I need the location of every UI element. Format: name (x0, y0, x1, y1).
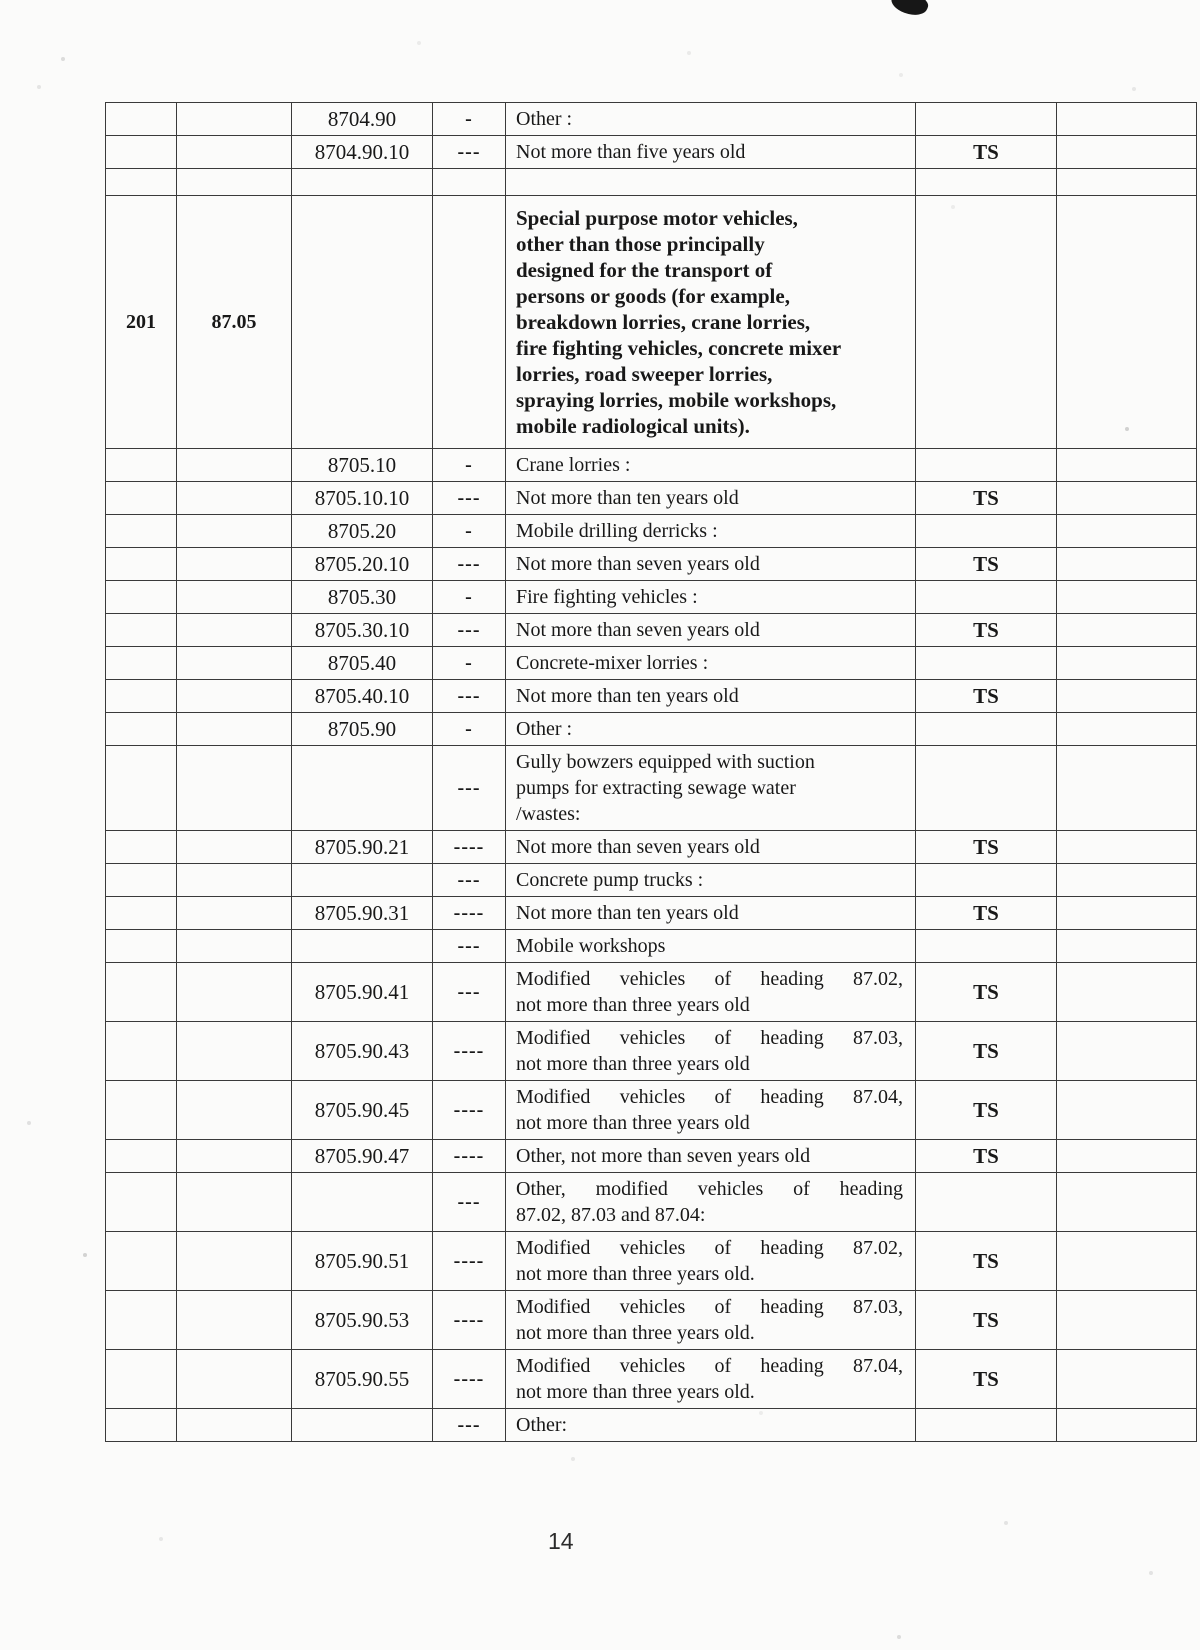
cell-dash-level: --- (433, 963, 506, 1022)
description-line: not more than three years old (516, 1112, 750, 1134)
cell-ts-marker (916, 647, 1057, 680)
cell-serial-number (106, 581, 177, 614)
table-row (106, 746, 1197, 831)
cell-serial-number (106, 930, 177, 963)
cell-serial-number (106, 1291, 177, 1350)
cell-heading-number (177, 746, 292, 831)
cell-heading-number (177, 136, 292, 169)
cell-heading-number (177, 864, 292, 897)
cell-dash-level: ---- (433, 1022, 506, 1081)
cell-hs-code: 8705.90.51 (292, 1232, 433, 1291)
cell-serial-number (106, 614, 177, 647)
cell-extra (1057, 864, 1197, 897)
cell-serial-number (106, 1022, 177, 1081)
cell-heading-number (177, 1291, 292, 1350)
cell-hs-code: 8705.90.31 (292, 897, 433, 930)
cell-serial-number (106, 1232, 177, 1291)
cell-ts-marker: TS (916, 1350, 1057, 1409)
cell-description: Fire fighting vehicles : (506, 581, 916, 614)
tariff-table-body (106, 103, 1197, 1442)
cell-ts-marker (916, 930, 1057, 963)
heading-row (106, 196, 1197, 449)
description-line: not more than three years old. (516, 1263, 755, 1285)
cell-heading-number (177, 963, 292, 1022)
cell-ts-marker: TS (916, 482, 1057, 515)
cell-heading-number (177, 1022, 292, 1081)
cell-ts-marker: TS (916, 1232, 1057, 1291)
cell-extra (1057, 449, 1197, 482)
cell-description: Other: (506, 1409, 916, 1442)
description-line: Other, modified vehicles of heading (516, 1178, 903, 1200)
cell-description: Mobile workshops (506, 930, 916, 963)
cell-serial-number (106, 136, 177, 169)
cell-hs-code: 8705.90 (292, 713, 433, 746)
description-line: breakdown lorries, crane lorries, (516, 310, 811, 334)
cell-hs-code: 8705.20 (292, 515, 433, 548)
cell-dash-level: ---- (433, 1291, 506, 1350)
description-line: other than those principally (516, 232, 765, 256)
cell-dash-level: ---- (433, 1081, 506, 1140)
cell-serial-number (106, 548, 177, 581)
cell-ts-marker (916, 103, 1057, 136)
cell-serial-number (106, 515, 177, 548)
cell-hs-code (292, 746, 433, 831)
cell-serial-number (106, 1409, 177, 1442)
scan-noise-specks (0, 0, 2, 2)
cell-ts-marker (916, 746, 1057, 831)
cell-description: Concrete pump trucks : (506, 864, 916, 897)
description-line: Modified vehicles of heading 87.03, (516, 1027, 903, 1049)
cell-extra (1057, 515, 1197, 548)
cell-ts-marker: TS (916, 1140, 1057, 1173)
cell-extra (1057, 746, 1197, 831)
table-row (106, 864, 1197, 897)
cell-heading-number: 87.05 (177, 196, 292, 449)
cell-serial-number (106, 680, 177, 713)
table-row (106, 680, 1197, 713)
cell-extra (1057, 482, 1197, 515)
description-line: Modified vehicles of heading 87.02, (516, 1237, 903, 1259)
cell-serial-number (106, 713, 177, 746)
description-line: not more than three years old (516, 1053, 750, 1075)
cell-dash-level: ---- (433, 1350, 506, 1409)
cell-ts-marker (916, 1409, 1057, 1442)
cell-dash-level: - (433, 647, 506, 680)
cell-ts-marker (916, 449, 1057, 482)
cell-description (506, 196, 916, 449)
cell-heading-number (177, 482, 292, 515)
cell-hs-code: 8704.90.10 (292, 136, 433, 169)
description-line: Modified vehicles of heading 87.02, (516, 968, 903, 990)
table-row (106, 614, 1197, 647)
cell-dash-level: --- (433, 1173, 506, 1232)
cell-heading-number (177, 1350, 292, 1409)
cell-serial-number (106, 1140, 177, 1173)
tariff-table (105, 102, 1197, 1442)
description-line: designed for the transport of (516, 258, 773, 282)
cell-extra (1057, 1350, 1197, 1409)
cell-heading-number (177, 548, 292, 581)
description-line: pumps for extracting sewage water (516, 777, 796, 799)
cell-description: Other : (506, 713, 916, 746)
cell-dash-level: - (433, 581, 506, 614)
cell-extra (1057, 713, 1197, 746)
cell-ts-marker (916, 196, 1057, 449)
cell-serial-number (106, 647, 177, 680)
table-row (106, 1409, 1197, 1442)
cell-heading-number (177, 897, 292, 930)
cell-extra (1057, 1140, 1197, 1173)
table-row (106, 963, 1197, 1022)
cell-heading-number (177, 1140, 292, 1173)
cell-description (506, 1291, 916, 1350)
cell-hs-code (292, 169, 433, 196)
table-row (106, 1291, 1197, 1350)
cell-dash-level: - (433, 515, 506, 548)
cell-extra (1057, 1232, 1197, 1291)
cell-ts-marker: TS (916, 897, 1057, 930)
cell-dash-level: - (433, 449, 506, 482)
description-line: Modified vehicles of heading 87.04, (516, 1086, 903, 1108)
table-row (106, 103, 1197, 136)
cell-extra (1057, 930, 1197, 963)
cell-ts-marker: TS (916, 548, 1057, 581)
cell-serial-number (106, 1173, 177, 1232)
table-row (106, 449, 1197, 482)
description-line: Special purpose motor vehicles, (516, 206, 798, 230)
cell-serial-number (106, 897, 177, 930)
cell-heading-number (177, 647, 292, 680)
cell-extra (1057, 196, 1197, 449)
cell-hs-code: 8705.30.10 (292, 614, 433, 647)
cell-hs-code (292, 1173, 433, 1232)
cell-description: Not more than ten years old (506, 680, 916, 713)
cell-heading-number (177, 614, 292, 647)
cell-ts-marker: TS (916, 963, 1057, 1022)
cell-serial-number (106, 482, 177, 515)
cell-extra (1057, 1173, 1197, 1232)
cell-ts-marker: TS (916, 614, 1057, 647)
cell-hs-code: 8705.90.43 (292, 1022, 433, 1081)
description-line: persons or goods (for example, (516, 284, 790, 308)
cell-heading-number (177, 1232, 292, 1291)
cell-hs-code (292, 196, 433, 449)
cell-dash-level: --- (433, 864, 506, 897)
cell-extra (1057, 136, 1197, 169)
description-line: not more than three years old. (516, 1381, 755, 1403)
cell-heading-number (177, 169, 292, 196)
cell-serial-number (106, 746, 177, 831)
cell-description (506, 1022, 916, 1081)
description-line: not more than three years old. (516, 1322, 755, 1344)
cell-dash-level: --- (433, 680, 506, 713)
cell-extra (1057, 169, 1197, 196)
cell-ts-marker: TS (916, 1022, 1057, 1081)
cell-serial-number (106, 963, 177, 1022)
cell-extra (1057, 963, 1197, 1022)
cell-serial-number (106, 1350, 177, 1409)
cell-dash-level: ---- (433, 831, 506, 864)
cell-description: Not more than five years old (506, 136, 916, 169)
table-row (106, 1350, 1197, 1409)
cell-description: Not more than seven years old (506, 831, 916, 864)
cell-heading-number (177, 449, 292, 482)
cell-hs-code: 8705.90.53 (292, 1291, 433, 1350)
cell-extra (1057, 1081, 1197, 1140)
cell-description: Not more than ten years old (506, 897, 916, 930)
cell-hs-code: 8705.30 (292, 581, 433, 614)
page-number: 14 (548, 1528, 574, 1554)
cell-serial-number (106, 169, 177, 196)
cell-heading-number (177, 831, 292, 864)
cell-extra (1057, 1291, 1197, 1350)
description-line: lorries, road sweeper lorries, (516, 362, 773, 386)
cell-serial-number (106, 103, 177, 136)
scan-smudge-mark (889, 0, 931, 20)
cell-description: Mobile drilling derricks : (506, 515, 916, 548)
cell-extra (1057, 614, 1197, 647)
cell-dash-level (433, 169, 506, 196)
spacer-row (106, 169, 1197, 196)
cell-extra (1057, 1409, 1197, 1442)
cell-hs-code: 8705.90.41 (292, 963, 433, 1022)
cell-serial-number (106, 864, 177, 897)
cell-heading-number (177, 680, 292, 713)
table-row (106, 1173, 1197, 1232)
cell-hs-code: 8705.90.47 (292, 1140, 433, 1173)
cell-ts-marker: TS (916, 680, 1057, 713)
cell-description (506, 1081, 916, 1140)
cell-serial-number: 201 (106, 196, 177, 449)
description-line: fire fighting vehicles, concrete mixer (516, 336, 842, 360)
table-row (106, 136, 1197, 169)
cell-heading-number (177, 1409, 292, 1442)
description-line: Gully bowzers equipped with suction (516, 751, 815, 773)
table-row (106, 548, 1197, 581)
cell-hs-code: 8705.20.10 (292, 548, 433, 581)
cell-heading-number (177, 515, 292, 548)
cell-dash-level: ---- (433, 1232, 506, 1291)
cell-hs-code (292, 864, 433, 897)
cell-hs-code: 8705.10 (292, 449, 433, 482)
cell-ts-marker: TS (916, 1081, 1057, 1140)
cell-dash-level: --- (433, 930, 506, 963)
table-row (106, 482, 1197, 515)
cell-serial-number (106, 449, 177, 482)
cell-heading-number (177, 930, 292, 963)
cell-dash-level: --- (433, 548, 506, 581)
table-row (106, 1232, 1197, 1291)
cell-description (506, 1173, 916, 1232)
cell-description: Not more than seven years old (506, 614, 916, 647)
cell-description (506, 963, 916, 1022)
cell-hs-code: 8705.90.55 (292, 1350, 433, 1409)
table-row (106, 1022, 1197, 1081)
cell-extra (1057, 647, 1197, 680)
cell-dash-level: - (433, 103, 506, 136)
cell-extra (1057, 831, 1197, 864)
table-row (106, 831, 1197, 864)
table-row (106, 897, 1197, 930)
description-line: 87.02, 87.03 and 87.04: (516, 1204, 706, 1226)
cell-description (506, 1232, 916, 1291)
cell-heading-number (177, 713, 292, 746)
cell-dash-level: --- (433, 614, 506, 647)
cell-dash-level: ---- (433, 897, 506, 930)
cell-heading-number (177, 1173, 292, 1232)
cell-extra (1057, 897, 1197, 930)
cell-hs-code: 8704.90 (292, 103, 433, 136)
cell-description: Other, not more than seven years old (506, 1140, 916, 1173)
cell-ts-marker (916, 169, 1057, 196)
cell-extra (1057, 548, 1197, 581)
description-line: mobile radiological units). (516, 414, 750, 438)
table-row (106, 713, 1197, 746)
table-row (106, 647, 1197, 680)
cell-ts-marker: TS (916, 136, 1057, 169)
cell-extra (1057, 1022, 1197, 1081)
cell-description (506, 1350, 916, 1409)
cell-ts-marker (916, 581, 1057, 614)
cell-dash-level: --- (433, 1409, 506, 1442)
cell-dash-level (433, 196, 506, 449)
cell-hs-code: 8705.40 (292, 647, 433, 680)
cell-hs-code (292, 930, 433, 963)
cell-ts-marker (916, 1173, 1057, 1232)
cell-heading-number (177, 103, 292, 136)
cell-ts-marker (916, 515, 1057, 548)
cell-hs-code: 8705.10.10 (292, 482, 433, 515)
cell-heading-number (177, 1081, 292, 1140)
cell-description: Other : (506, 103, 916, 136)
cell-hs-code (292, 1409, 433, 1442)
cell-ts-marker: TS (916, 1291, 1057, 1350)
cell-ts-marker (916, 713, 1057, 746)
description-line: Modified vehicles of heading 87.04, (516, 1355, 903, 1377)
cell-dash-level: - (433, 713, 506, 746)
cell-hs-code: 8705.90.45 (292, 1081, 433, 1140)
cell-dash-level: --- (433, 482, 506, 515)
cell-description: Concrete-mixer lorries : (506, 647, 916, 680)
cell-dash-level: --- (433, 136, 506, 169)
cell-dash-level: ---- (433, 1140, 506, 1173)
cell-description: Crane lorries : (506, 449, 916, 482)
description-line: Modified vehicles of heading 87.03, (516, 1296, 903, 1318)
table-row (106, 515, 1197, 548)
description-line: spraying lorries, mobile workshops, (516, 388, 837, 412)
cell-ts-marker: TS (916, 831, 1057, 864)
cell-heading-number (177, 581, 292, 614)
table-row (106, 1140, 1197, 1173)
table-row (106, 1081, 1197, 1140)
cell-description: Not more than ten years old (506, 482, 916, 515)
description-line: /wastes: (516, 803, 581, 825)
description-line: not more than three years old (516, 994, 750, 1016)
table-row (106, 581, 1197, 614)
cell-dash-level: --- (433, 746, 506, 831)
cell-serial-number (106, 831, 177, 864)
cell-description (506, 746, 916, 831)
table-row (106, 930, 1197, 963)
cell-hs-code: 8705.40.10 (292, 680, 433, 713)
cell-extra (1057, 103, 1197, 136)
cell-ts-marker (916, 864, 1057, 897)
cell-description (506, 169, 916, 196)
cell-hs-code: 8705.90.21 (292, 831, 433, 864)
cell-extra (1057, 581, 1197, 614)
cell-extra (1057, 680, 1197, 713)
cell-description: Not more than seven years old (506, 548, 916, 581)
cell-serial-number (106, 1081, 177, 1140)
